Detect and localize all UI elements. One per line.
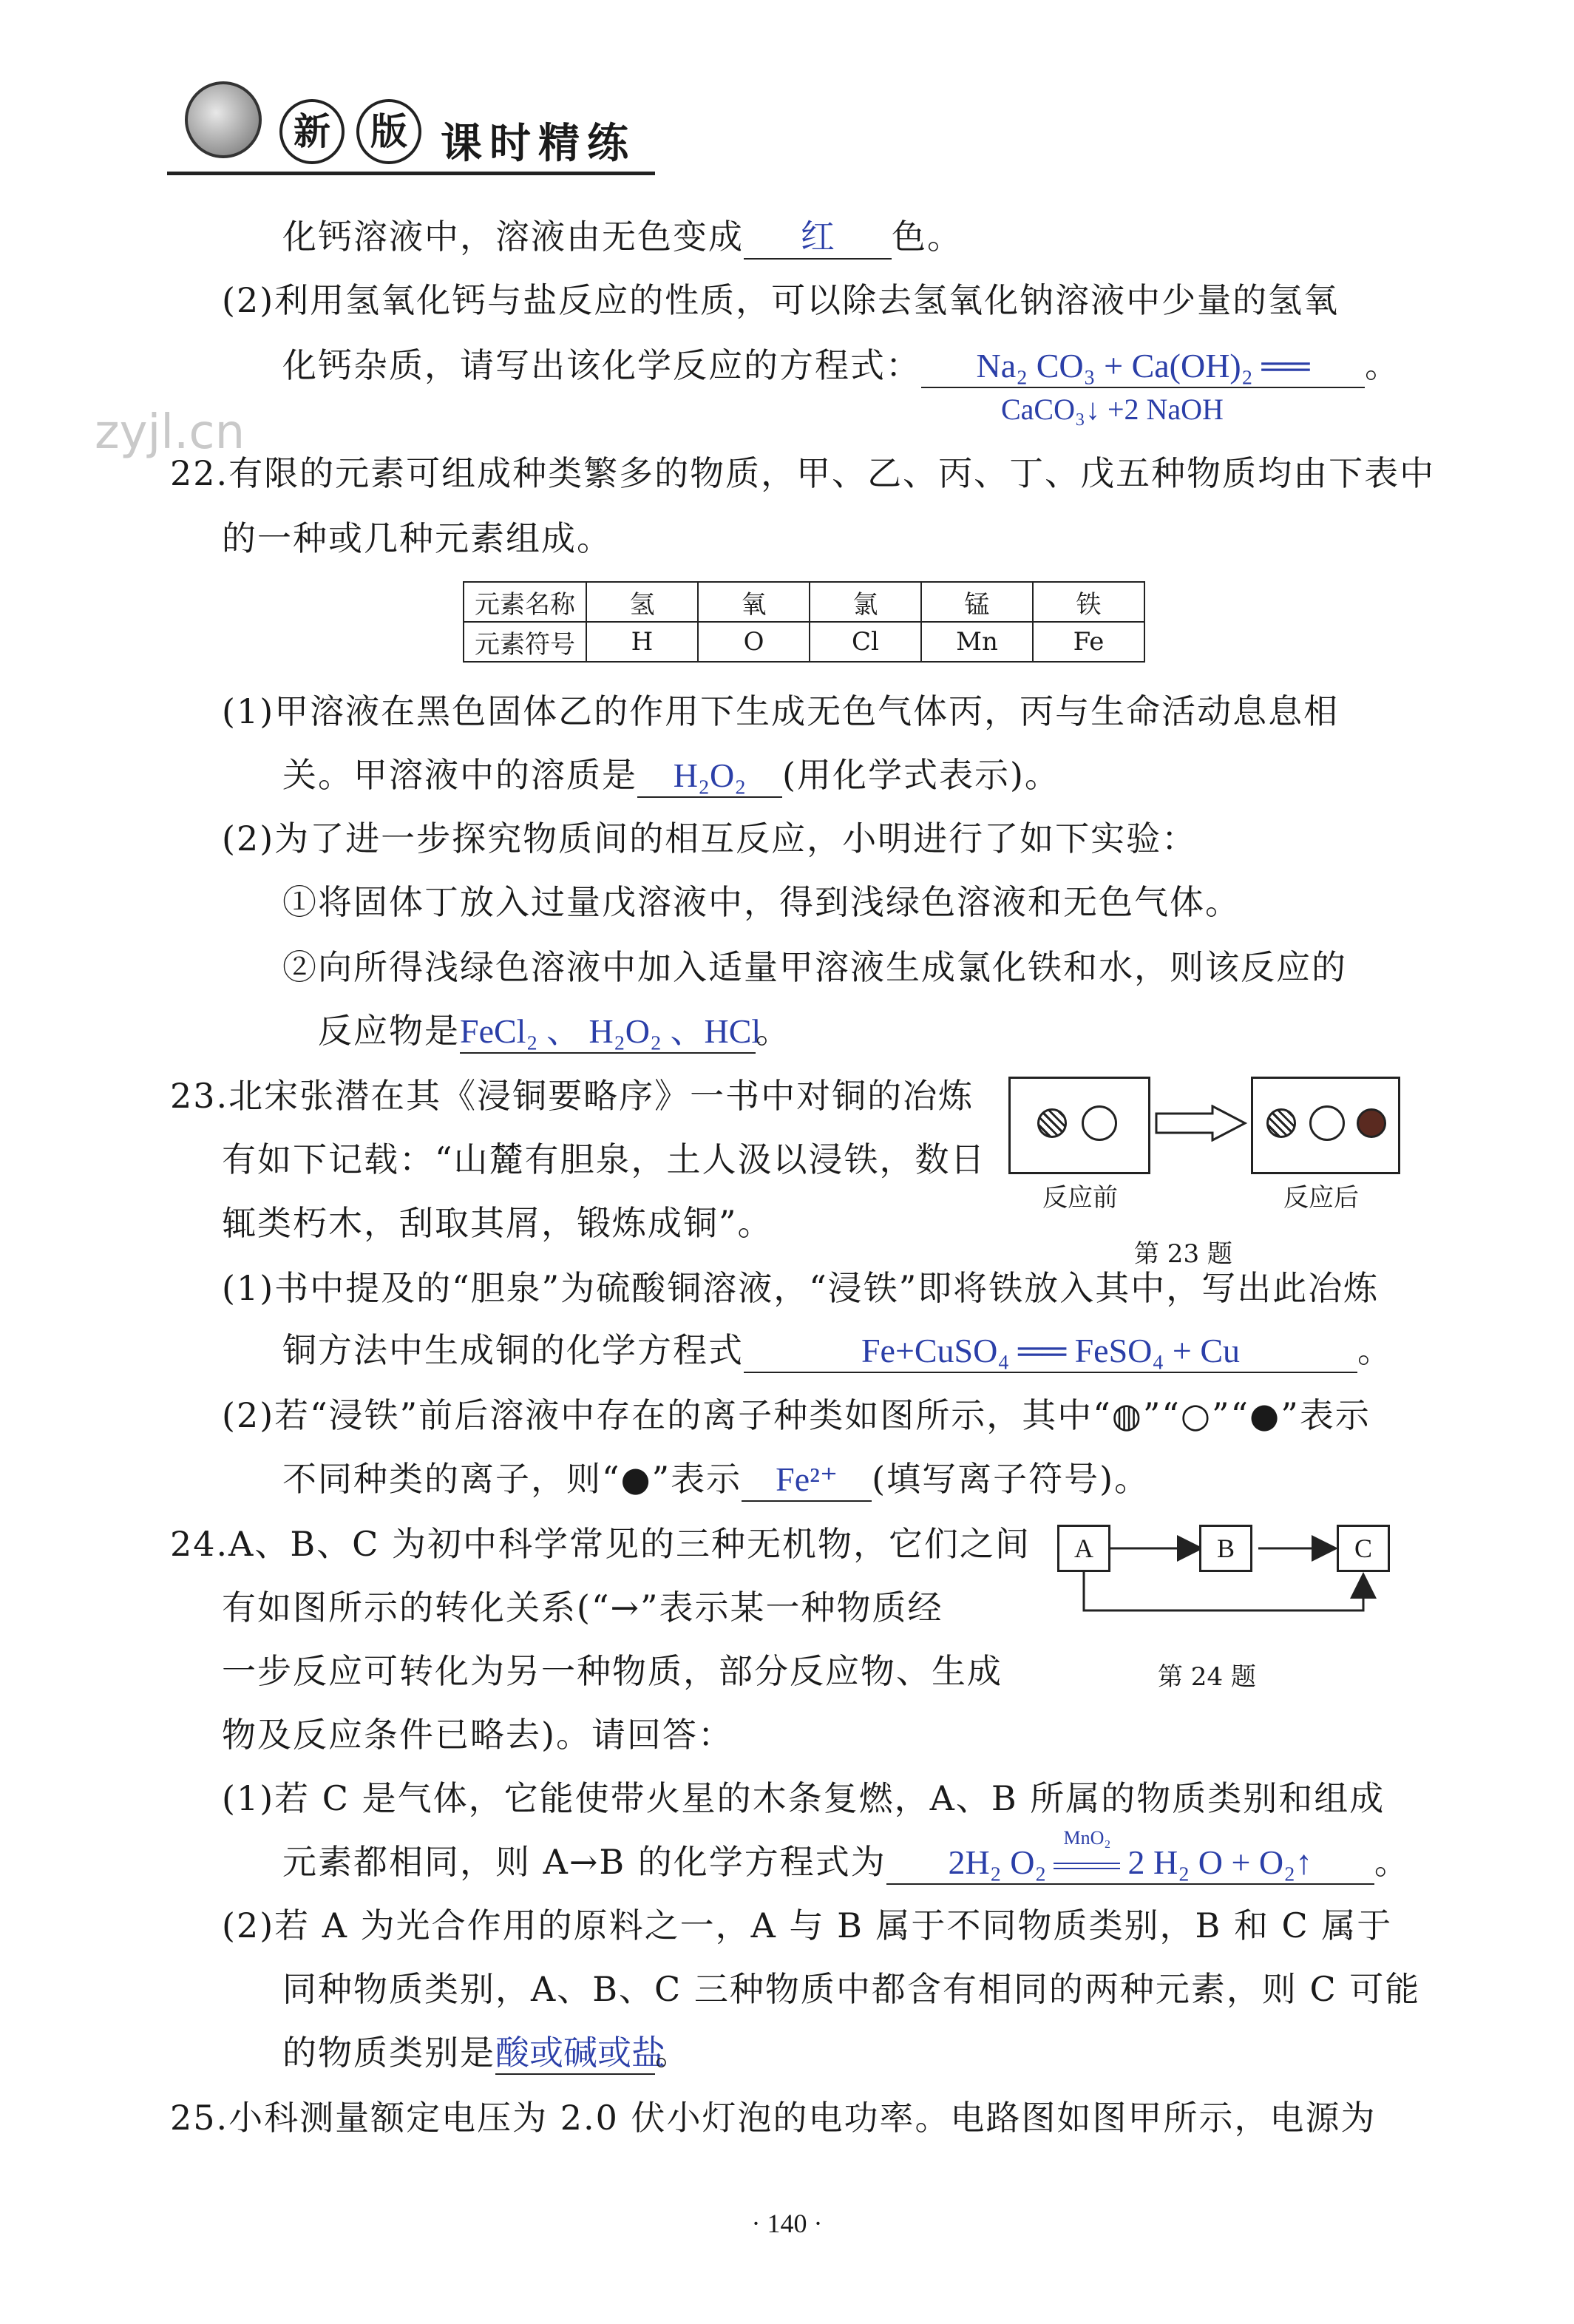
hollow-ion-icon <box>1082 1105 1117 1141</box>
q24-answer-arrow <box>1046 1827 1127 1883</box>
q23-line3: 辄类朽木，刮取其屑，锻炼成铜”。 <box>222 1203 773 1243</box>
q22-part2-end: 。 <box>756 1011 791 1051</box>
q21-answer-equation-2: CaCO₃↓ +2 NaOH <box>1001 393 1224 426</box>
q23-line2: 有如下记载：“山麓有胆泉，土人汲以浸铁，数日 <box>222 1139 986 1179</box>
page-number: · 140 · <box>751 2209 823 2238</box>
table-cell: Fe <box>1033 622 1144 662</box>
q24-answer-lhs: 2H₂ O₂ <box>948 1843 1047 1881</box>
q21-text-end: 色。 <box>892 217 963 257</box>
q22-answer-solute: H₂O₂ <box>637 755 782 798</box>
q24-part1-text: 元素都相同，则 A→B 的化学方程式为 <box>282 1842 886 1882</box>
table-cell: 氢 <box>586 582 698 622</box>
table-row <box>464 622 1144 662</box>
q23-part1-line1: (1)书中提及的“胆泉”为硫酸铜溶液，“浸铁”即将铁放入其中，写出此冶炼 <box>222 1268 1380 1308</box>
node-c: C <box>1337 1525 1390 1572</box>
q22-line2: 的一种或几种元素组成。 <box>222 518 612 558</box>
table-cell: 氯 <box>810 582 921 622</box>
q23-line1: 23.北宋张潜在其《浸铜要略序》一书中对铜的冶炼 <box>170 1076 974 1116</box>
q24-catalyst: MnO₂ <box>1063 1827 1111 1849</box>
q22-part1-end: (用化学式表示)。 <box>782 755 1060 795</box>
q24-part1-line2 <box>282 1827 1410 1885</box>
header-divider <box>167 172 655 175</box>
table-cell: 锰 <box>921 582 1033 622</box>
q21-answer-equation-1: Na₂ CO₃ + Ca(OH)₂ ══ <box>921 345 1365 388</box>
q22-answer-reactants: FeCl₂ 、 H₂O₂ 、HCl <box>460 1011 756 1054</box>
table-cell: 氧 <box>698 582 810 622</box>
table-cell: Cl <box>810 622 921 662</box>
before-beaker <box>1008 1077 1150 1174</box>
q24-part2-line3 <box>282 2030 691 2075</box>
q21-answer-color: 红 <box>744 217 892 260</box>
table-cell: H <box>586 622 698 662</box>
table-cell: 元素名称 <box>464 582 586 622</box>
q24-line4: 物及反应条件已略去)。请回答： <box>222 1715 733 1755</box>
header-title: 课时精练 <box>441 120 636 168</box>
q23-part1-line2 <box>282 1328 1393 1373</box>
q22-part1-line1: (1)甲溶液在黑色固体乙的作用下生成无色气体丙，丙与生命活动息息相 <box>222 691 1340 731</box>
q22-part1-text: 关。甲溶液中的溶质是 <box>282 755 637 795</box>
q22-part2-step2: ②向所得浅绿色溶液中加入适量甲溶液生成氯化铁和水，则该反应的 <box>282 947 1347 987</box>
q23-part1-text: 铜方法中生成铜的化学方程式 <box>282 1330 744 1370</box>
q23-answer-ion: Fe²⁺ <box>742 1459 872 1502</box>
node-a: A <box>1057 1525 1110 1572</box>
q25-line1: 25.小科测量额定电压为 2.0 伏小灯泡的电功率。电路图如图甲所示，电源为 <box>170 2098 1377 2138</box>
q21-part2-line2 <box>282 343 1400 388</box>
table-cell: 元素符号 <box>464 622 586 662</box>
dark-ion-icon <box>1357 1108 1386 1138</box>
after-beaker <box>1251 1077 1400 1174</box>
q24-line1: 24.A、B、C 为初中科学常见的三种无机物，它们之间 <box>170 1524 1031 1564</box>
q24-part1-end: 。 <box>1374 1842 1410 1882</box>
q21-part2-text: 化钙杂质，请写出该化学反应的方程式： <box>282 345 921 385</box>
q22-line1: 22.有限的元素可组成种类繁多的物质，甲、乙、丙、丁、戊五种物质均由下表中 <box>170 453 1436 493</box>
hatched-ion-icon <box>1266 1108 1296 1138</box>
q21-text: 化钙溶液中，溶液由无色变成 <box>282 217 744 257</box>
hollow-ion-icon <box>1309 1105 1345 1141</box>
q23-part2-line1: (2)若“浸铁”前后溶液中存在的离子种类如图所示，其中“◍”“○”“●”表示 <box>222 1395 1371 1435</box>
q24-part1-line1: (1)若 C 是气体，它能使带火星的木条复燃，A、B 所属的物质类别和组成 <box>222 1778 1385 1818</box>
q24-caption: 第 24 题 <box>1158 1662 1256 1692</box>
hatched-ion-icon <box>1037 1108 1067 1138</box>
element-table <box>463 581 1145 663</box>
header-badge-edition: 版 <box>356 99 421 164</box>
q21-part2-end: 。 <box>1365 345 1400 385</box>
q24-line3: 一步反应可转化为另一种物质，部分反应物、生成 <box>222 1651 1003 1691</box>
q24-part2-end: 。 <box>655 2033 691 2073</box>
reaction-arrow-icon <box>1155 1105 1248 1142</box>
q21-part2-line1: (2)利用氢氧化钙与盐反应的性质，可以除去氢氧化钠溶液中少量的氢氧 <box>222 280 1340 320</box>
header-badge-new: 新 <box>279 99 345 164</box>
q24-line2: 有如图所示的转化关系(“→”表示某一种物质经 <box>222 1588 943 1627</box>
node-b: B <box>1199 1525 1252 1572</box>
fig-label-before: 反应前 <box>1042 1183 1118 1213</box>
q23-part2-text: 不同种类的离子，则“●”表示 <box>282 1459 742 1499</box>
q24-part2-line1: (2)若 A 为光合作用的原料之一，A 与 B 属于不同物质类别，B 和 C 属于 <box>222 1905 1393 1945</box>
fig-label-after: 反应后 <box>1283 1183 1359 1213</box>
q22-part2-line1: (2)为了进一步探究物质间的相互反应，小明进行了如下实验： <box>222 819 1198 858</box>
q22-part2-line4 <box>318 1009 791 1054</box>
q22-part2-text: 反应物是 <box>318 1011 460 1051</box>
q21-line1 <box>282 214 963 260</box>
q23-part2-end: (填写离子符号)。 <box>872 1459 1150 1499</box>
table-cell: 铁 <box>1033 582 1144 622</box>
q23-caption: 第 23 题 <box>1134 1239 1232 1269</box>
q24-answer-rhs: 2 H₂ O + O₂↑ <box>1127 1843 1313 1881</box>
q23-part2-line2 <box>282 1457 1150 1502</box>
q24-part2-text: 的物质类别是 <box>282 2033 495 2073</box>
table-row <box>464 582 1144 622</box>
q24-part2-line2: 同种物质类别，A、B、C 三种物质中都含有相同的两种元素，则 C 可能 <box>282 1969 1421 2009</box>
q24-answer-equation <box>886 1827 1374 1885</box>
q22-part2-step1: ①将固体丁放入过量戊溶液中，得到浅绿色溶液和无色气体。 <box>282 882 1241 922</box>
watermark: zyjl.cn <box>95 405 245 460</box>
q23-answer-equation: Fe+CuSO₄ ══ FeSO₄ + Cu <box>744 1330 1357 1373</box>
equals-sign-icon <box>1054 1863 1120 1869</box>
table-cell: O <box>698 622 810 662</box>
q22-part1-line2 <box>282 753 1060 798</box>
globe-icon <box>185 81 262 158</box>
table-cell: Mn <box>921 622 1033 662</box>
q23-part1-end: 。 <box>1357 1330 1393 1370</box>
q24-answer-category: 酸或碱或盐 <box>495 2032 655 2075</box>
